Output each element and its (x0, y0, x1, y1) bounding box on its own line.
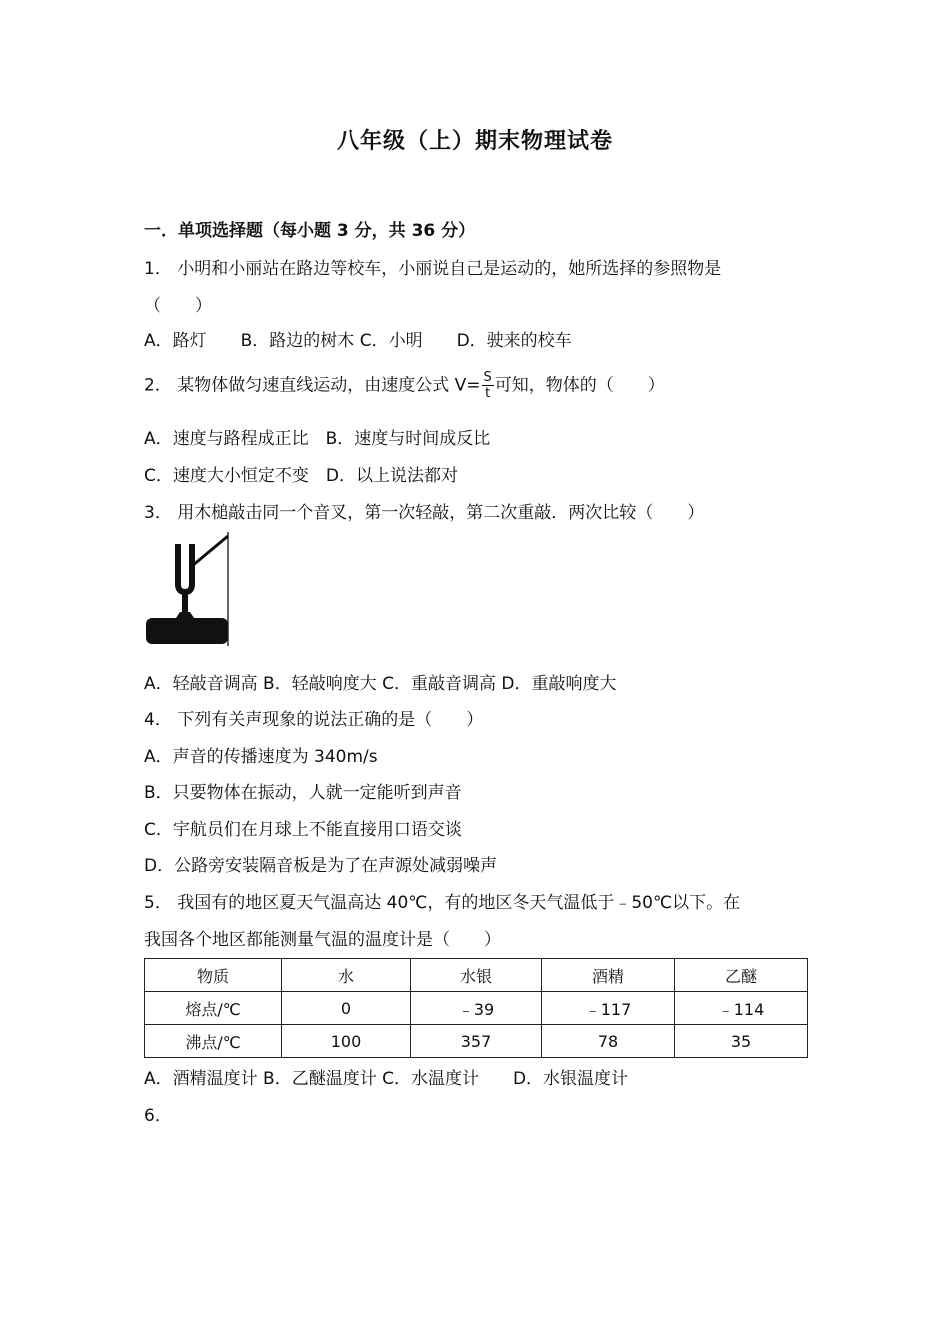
question-1-options: A．路灯 B．路边的树木 C．小明 D．驶来的校车 (144, 331, 572, 351)
table-header-cell: 水银 (411, 959, 542, 992)
question-6-text: 6． (144, 1106, 172, 1126)
question-2-suffix: 可知，物体的（ ） (494, 375, 665, 396)
tuning-fork-figure (144, 532, 230, 646)
table-cell: ﹣117 (542, 992, 675, 1025)
table-cell: 35 (675, 1025, 808, 1058)
resonance-box (146, 618, 228, 644)
table-cell: 0 (282, 992, 411, 1025)
table-row (145, 1025, 808, 1058)
table-cell: ﹣114 (675, 992, 808, 1025)
velocity-formula-fraction (482, 370, 494, 401)
question-4-option-a: A．声音的传播速度为 340m/s (144, 747, 378, 767)
question-2-options-ab: A．速度与路程成正比 B．速度与时间成反比 (144, 429, 491, 449)
fraction-denominator: t (485, 386, 491, 401)
question-1-text: 1． 小明和小丽站在路边等校车，小丽说自己是运动的，她所选择的参照物是 (144, 259, 722, 279)
question-1-paren: （ ） (144, 296, 212, 316)
table-header-cell: 物质 (145, 959, 282, 992)
table-header-row (145, 959, 808, 992)
melting-boiling-table (144, 958, 808, 1058)
table-cell: 357 (411, 1025, 542, 1058)
question-3-text: 3． 用木槌敲击同一个音叉，第一次轻敲，第二次重敲．两次比较（ ） (144, 503, 705, 523)
question-4-text: 4． 下列有关声现象的说法正确的是（ ） (144, 710, 484, 730)
table-header-cell: 水 (282, 959, 411, 992)
question-2-text (144, 370, 665, 401)
table-cell: ﹣39 (411, 992, 542, 1025)
question-2-options-cd: C．速度大小恒定不变 D．以上说法都对 (144, 466, 458, 486)
question-5-line1: 5． 我国有的地区夏天气温高达 40℃，有的地区冬天气温低于﹣50℃以下。在 (144, 893, 741, 913)
table-row (145, 992, 808, 1025)
question-5-line2: 我国各个地区都能测量气温的温度计是（ ） (144, 930, 501, 950)
page-title: 八年级（上）期末物理试卷 (336, 129, 613, 154)
table-header-cell: 乙醚 (675, 959, 808, 992)
question-5-options: A．酒精温度计 B．乙醚温度计 C．水温度计 D．水银温度计 (144, 1069, 629, 1089)
fraction-numerator: S (483, 370, 492, 385)
question-4-option-b: B．只要物体在振动，人就一定能听到声音 (144, 783, 462, 803)
table-cell: 78 (542, 1025, 675, 1058)
table-header-cell: 酒精 (542, 959, 675, 992)
question-4-option-c: C．宇航员们在月球上不能直接用口语交谈 (144, 820, 462, 840)
table-cell: 熔点/℃ (145, 992, 282, 1025)
question-2-prefix: 2． 某物体做匀速直线运动，由速度公式 V= (144, 375, 481, 396)
question-4-option-d: D．公路旁安装隔音板是为了在声源处减弱噪声 (144, 856, 498, 876)
table-cell: 100 (282, 1025, 411, 1058)
section-heading: 一．单项选择题（每小题 3 分，共 36 分） (144, 221, 476, 241)
table-cell: 沸点/℃ (145, 1025, 282, 1058)
question-3-options: A．轻敲音调高 B．轻敲响度大 C．重敲音调高 D．重敲响度大 (144, 674, 617, 694)
